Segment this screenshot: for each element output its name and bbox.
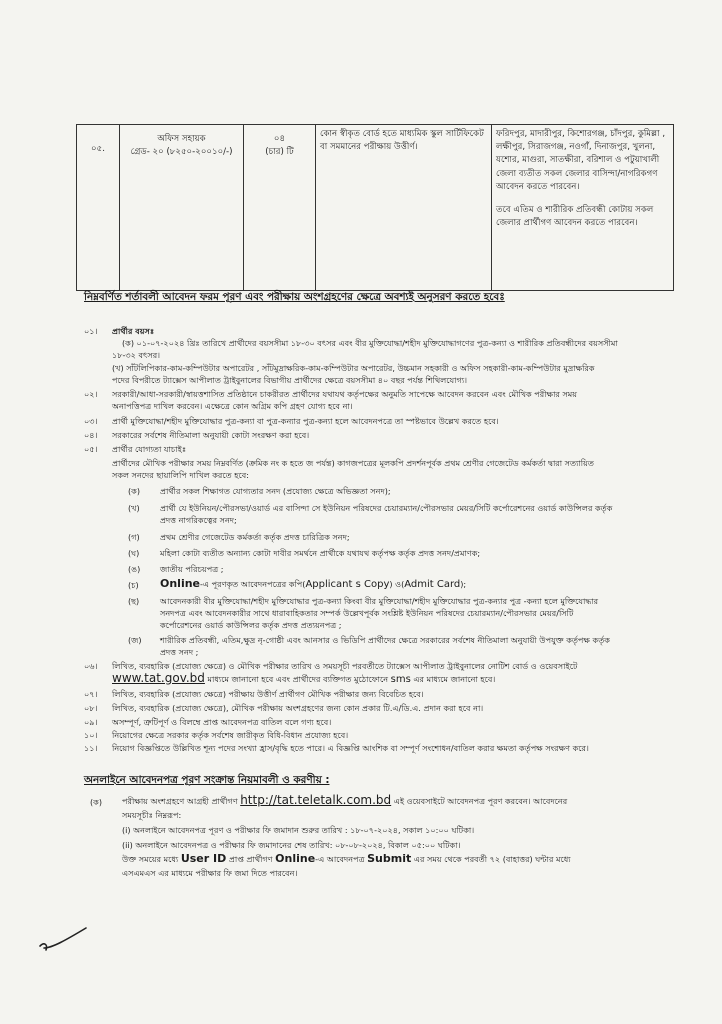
sub-item-marker: (ক) [90,797,102,807]
sub-item-marker: (জ) [128,635,142,645]
condition-11: নিয়োগ বিজ্ঞপ্তিতে উল্লিখিত শূন্য পদের সংখ্যা হ্রাস/বৃদ্ধি হতে পারে। এ বিজ্ঞপ্তি আংশিক বা সম্পূর্ণ সংশোধন/বাতিল করার ক্ষমতা কর্তৃপক্ষ সংরক্ষণ করে। [112,743,589,753]
item-number: ১০। [84,730,98,740]
condition-06-cont: www.tat.gov.bd মাধ্যমে জানানো হবে এবং প্রার্থীদের ব্যক্তিগত মুঠোফোনে sms এর মাধ্যমে জানানো হবে। [112,671,496,685]
item-number: ১১। [84,743,98,753]
verification-intro-cont: সকল সনদের ছায়ালিপি দাখিল করতে হবে: [112,470,249,480]
item-number: ০৭। [84,689,98,699]
online-heading: অনলাইনে আবেদনপত্র পূরণ সংক্রান্ত নিয়মাবলী ও করণীয় : [84,774,330,786]
document-item: Online-এ পূরণকৃত আবেদনপত্রের কপি(Applicant s Copy) ও(Admit Card); [160,577,467,590]
condition-04: সরকারের সর্বশেষ নীতিমালা অনুযায়ী কোটা সংরক্ষণ করা হবে। [112,430,310,440]
document-item-cont: সনদপত্র এবং আবেদনকারীর সাথে ধারাবাহিকতার সম্পর্ক উল্লেখপূর্বক সংশ্লিষ্ট ইউনিয়ন পরিষদের চেয়ারম্যান/পৌরসভার মেয়র/সিটি [160,608,574,618]
condition-06: লিখিত, ব্যবহারিক (প্রযোজ্য ক্ষেত্রে) ও মৌখিক পরীক্ষার তারিখ ও সময়সূচী পরবর্তীতে ট্যাক্সেস আপীলাত ট্রাইবুনালের নোটিশ বোর্ড ও ওয়েবসাইটে [112,661,578,671]
item-number: ০৪। [84,430,98,440]
signature-mark [34,924,94,964]
item-number: ০৬। [84,661,98,671]
verification-intro: প্রার্থীদের মৌখিক পরীক্ষার সময় নিম্নবর্ণিত (ক্রমিক নং ক হতে জ পর্যন্ত) কাগজপত্রের মূলকপি প্রদর্শনপূর্বক প্রথম শ্রেণীর গেজেটেড কর্মকর্তা দ্বারা সত্যায়িত [112,458,594,468]
item-number: ০২। [84,389,98,399]
age-rule-a: (ক) ০১-০৭-২০২৪ খ্রিঃ তারিখে প্রার্থীদের বয়সসীমা ১৮-৩০ বৎসর এবং বীর মুক্তিযোদ্ধা/শহীদ মুক্তিযোদ্ধাগণের পুত্র-কন্যা ও শারীরিক প্রতিবন্ধীদের বয়সসীমা [122,338,618,348]
sub-item-marker: (ছ) [128,596,140,606]
payment-instruction-cont: এসএমএস এর মাধ্যমে পরীক্ষার ফি জমা দিতে পারবেন। [122,868,298,878]
document-item: প্রথম শ্রেণীর গেজেটেড কর্মকর্তা কর্তৃক প্রদত্ত চারিত্রিক সনদ; [160,532,350,542]
condition-03: প্রার্থী মুক্তিযোদ্ধা/শহীদ মুক্তিযোদ্ধার পুত্র-কন্যা বা পুত্র-কন্যার পুত্র-কন্যা হলে আবেদনপত্রে তা স্পষ্টভাবে উল্লেখ করতে হবে। [112,416,499,426]
post-count-cell: ০৪ (চার) টি [244,125,316,291]
sub-item-marker: (গ) [128,532,140,542]
online-instruction: পরীক্ষায় অংশগ্রহণে আগ্রহী প্রার্থীগণ http://tat.teletalk.com.bd এই ওয়েবসাইটে আবেদনপত্র পূরণ করবেন। আবেদনের [122,793,568,807]
age-rule-a-cont: ১৮-৩২ বৎসর। [112,350,161,360]
document-item: জাতীয় পরিচয়পত্র ; [160,564,224,574]
document-item: প্রার্থী যে ইউনিয়ন/পৌরসভা/ওয়ার্ড এর বাসিন্দা সে ইউনিয়ন পরিষদের চেয়ারম্যান/পৌরসভার মেয়র/সিটি কর্পোরেশনের ওয়ার্ড কাউন্সিলর কর্তৃক [160,503,613,513]
condition-07: লিখিত, ব্যবহারিক (প্রযোজ্য ক্ষেত্রে) পরীক্ষায় উত্তীর্ণ প্রার্থীগণ মৌখিক পরীক্ষার জন্য বিবেচিত হবে। [112,689,424,699]
table-row [77,125,674,291]
qualification-cell: কোন স্বীকৃত বোর্ড হতে মাধ্যমিক স্কুল সার্টিফিকেট বা সমমানের পরীক্ষায় উত্তীর্ণ। [316,125,492,291]
item-number: ০৩। [84,416,98,426]
verification-title: প্রার্থীর যোগ্যতা যাচাইঃ [112,444,187,454]
conditions-heading: নিম্নবর্ণিত শর্তাবলী আবেদন ফরম পূরণ এবং পরীক্ষায় অংশগ্রহণের ক্ষেত্রে অবশ্যই অনুসরণ করতে হবেঃ [84,291,505,303]
document-item-cont: প্রদত্ত নাগরিকত্বের সনদ; [160,515,237,525]
age-rule-b-cont: পদের বিপরীতে ট্যাক্সেস আপীলাত ট্রাইবুনালের বিভাগীয় প্রার্থীদের ক্ষেত্রে বয়সসীমা ৪০ বছর পর্যন্ত শিথিলযোগ্য। [112,375,468,385]
district-cell: ফরিদপুর, মাদারীপুর, কিশোরগঞ্জ, চাঁদপুর, কুমিল্লা , লক্ষীপুর, সিরাজগঞ্জ, নওগাঁ, দিনাজপুর, খুলনা, যশোর, মাগুরা, সাতক্ষীরা, বরিশাল ও পটুয়াখালী জেলা ব্যতীত সকল জেলার বাসিন্দা/নাগরিকগণ আবেদন করতে পারবেন। তবে এতিম ও শারীরিক প্রতিবন্ধী কোটায় সকল জেলার প্রার্থীগণ আবেদন করতে পারবেন। [492,125,674,291]
item-number: ০৮। [84,703,98,713]
post-table [76,124,674,291]
sub-item-marker: (ঙ) [128,564,141,574]
tat-website-link[interactable]: www.tat.gov.bd [112,671,205,685]
payment-instruction: উক্ত সময়ের মধ্যে User ID প্রাপ্ত প্রার্থীগণ Online-এ আবেদনপত্র Submit এর সময় থেকে পরবর্তী ৭২ (বাহাত্তর) ঘন্টার মধ্যে [122,852,571,865]
document-item: মহিলা কোটা ব্যতীত অন্যান্য কোটা দাবীর সমর্থনে প্রার্থীকে যথাযথ কর্তৃপক্ষ কর্তৃক প্রদত্ত সনদ/প্রমাণক; [160,548,481,558]
document-item: আবেদনকারী বীর মুক্তিযোদ্ধা/শহীদ মুক্তিযোদ্ধার পুত্র-কন্যা কিংবা বীর মুক্তিযোদ্ধা/শহীদ মুক্তিযোদ্ধার পুত্র-কন্যার পুত্র -কন্যা হলে মুক্তিযোদ্ধার [160,596,599,606]
condition-02: সরকারী/আধা-সরকারী/স্বায়ত্তশাসিত প্রতিষ্ঠানে চাকরীরত প্রার্থীদের যথাযথ কর্তৃপক্ষের অনুমতি সাপেক্ষে আবেদন করবেন এবং মৌখিক পরীক্ষার সময় [112,389,578,399]
schedule-label: সময়সূচীঃ নিম্নরূপ: [122,810,182,820]
item-number: ০৫। [84,444,98,454]
condition-08: লিখিত, ব্যবহারিক (প্রযোজ্য ক্ষেত্রে), মৌখিক পরীক্ষায় অংশগ্রহণের জন্য কোন প্রকার টি.এ/ডি.এ. প্রদান করা হবে না। [112,703,484,713]
item-number: ০৯। [84,717,98,727]
age-rule-b: (খ) সাঁটলিপিকার-কাম-কম্পিউটার অপারেটর , সাঁটমুদ্রাক্ষরিক-কাম-কম্পিউটার অপারেটর, উচ্চমান সহকারী ও অফিস সহকারী-কাম-কম্পিউটার মুদ্রাক্ষরিক [112,363,595,373]
document-item-cont: কর্পোরেশনের ওয়ার্ড কাউন্সিলর কর্তৃক প্রদত্ত প্রত্যয়নপত্র ; [160,620,342,630]
item-number: ০১। [84,326,98,336]
document-item: শারীরিক প্রতিবন্ধী, এতিম,ক্ষুদ্র নৃ-গোষ্ঠী এবং আনসার ও ভিডিপি প্রার্থীদের ক্ষেত্রে সরকারের সর্বশেষ নীতিমালা অনুযায়ী উপযুক্ত কর্তৃপক্ষ কর্তৃক [160,635,610,645]
sub-item-marker: (খ) [128,503,140,513]
condition-02-cont: অনাপত্তিপত্র দাখিল করবেন। এক্ষেত্রে কোন অগ্রিম কপি গ্রহণ যোগ্য হবে না। [112,401,353,411]
teletalk-link[interactable]: http://tat.teletalk.com.bd [240,793,392,807]
sub-item-marker: (চ) [128,580,139,590]
document-item-cont: প্রদত্ত সনদ ; [160,647,199,657]
condition-10: নিয়োগের ক্ষেত্রে সরকার কর্তৃক সর্বশেষ জারীকৃত বিধি-বিধান প্রযোজ্য হবে। [112,730,349,740]
schedule-start: (i) অনলাইনে আবেদনপত্র পূরণ ও পরীক্ষার ফি জমাদান শুরুর তারিখ : ১৮-০৭-২০২৪, সকাল ১০:০০ ঘটিকা। [122,825,475,835]
condition-09: অসম্পূর্ণ, ত্রুটিপূর্ণ ও বিলম্বে প্রাপ্ত আবেদনপত্র বাতিল বলে গণ্য হবে। [112,717,332,727]
post-name-cell: অফিস সহায়ক গ্রেড- ২০ (৮২৫০-২০০১০/-) [120,125,244,291]
age-title: প্রার্থীর বয়সঃ [112,326,155,336]
sub-item-marker: (ঘ) [128,548,140,558]
sub-item-marker: (ক) [128,486,140,496]
serial-cell: ০৫. [77,125,120,291]
schedule-end: (ii) অনলাইনে আবেদনপত্র ও পরীক্ষার ফি জমাদানের শেষ তারিখ: ০৮-০৮-২০২৪, বিকাল ০৫:০০ ঘটিকা। [122,840,461,850]
document-item: প্রার্থীর সকল শিক্ষাগত যোগ্যতার সনদ (প্রযোজ্য ক্ষেত্রে অভিজ্ঞতা সনদ); [160,486,391,496]
